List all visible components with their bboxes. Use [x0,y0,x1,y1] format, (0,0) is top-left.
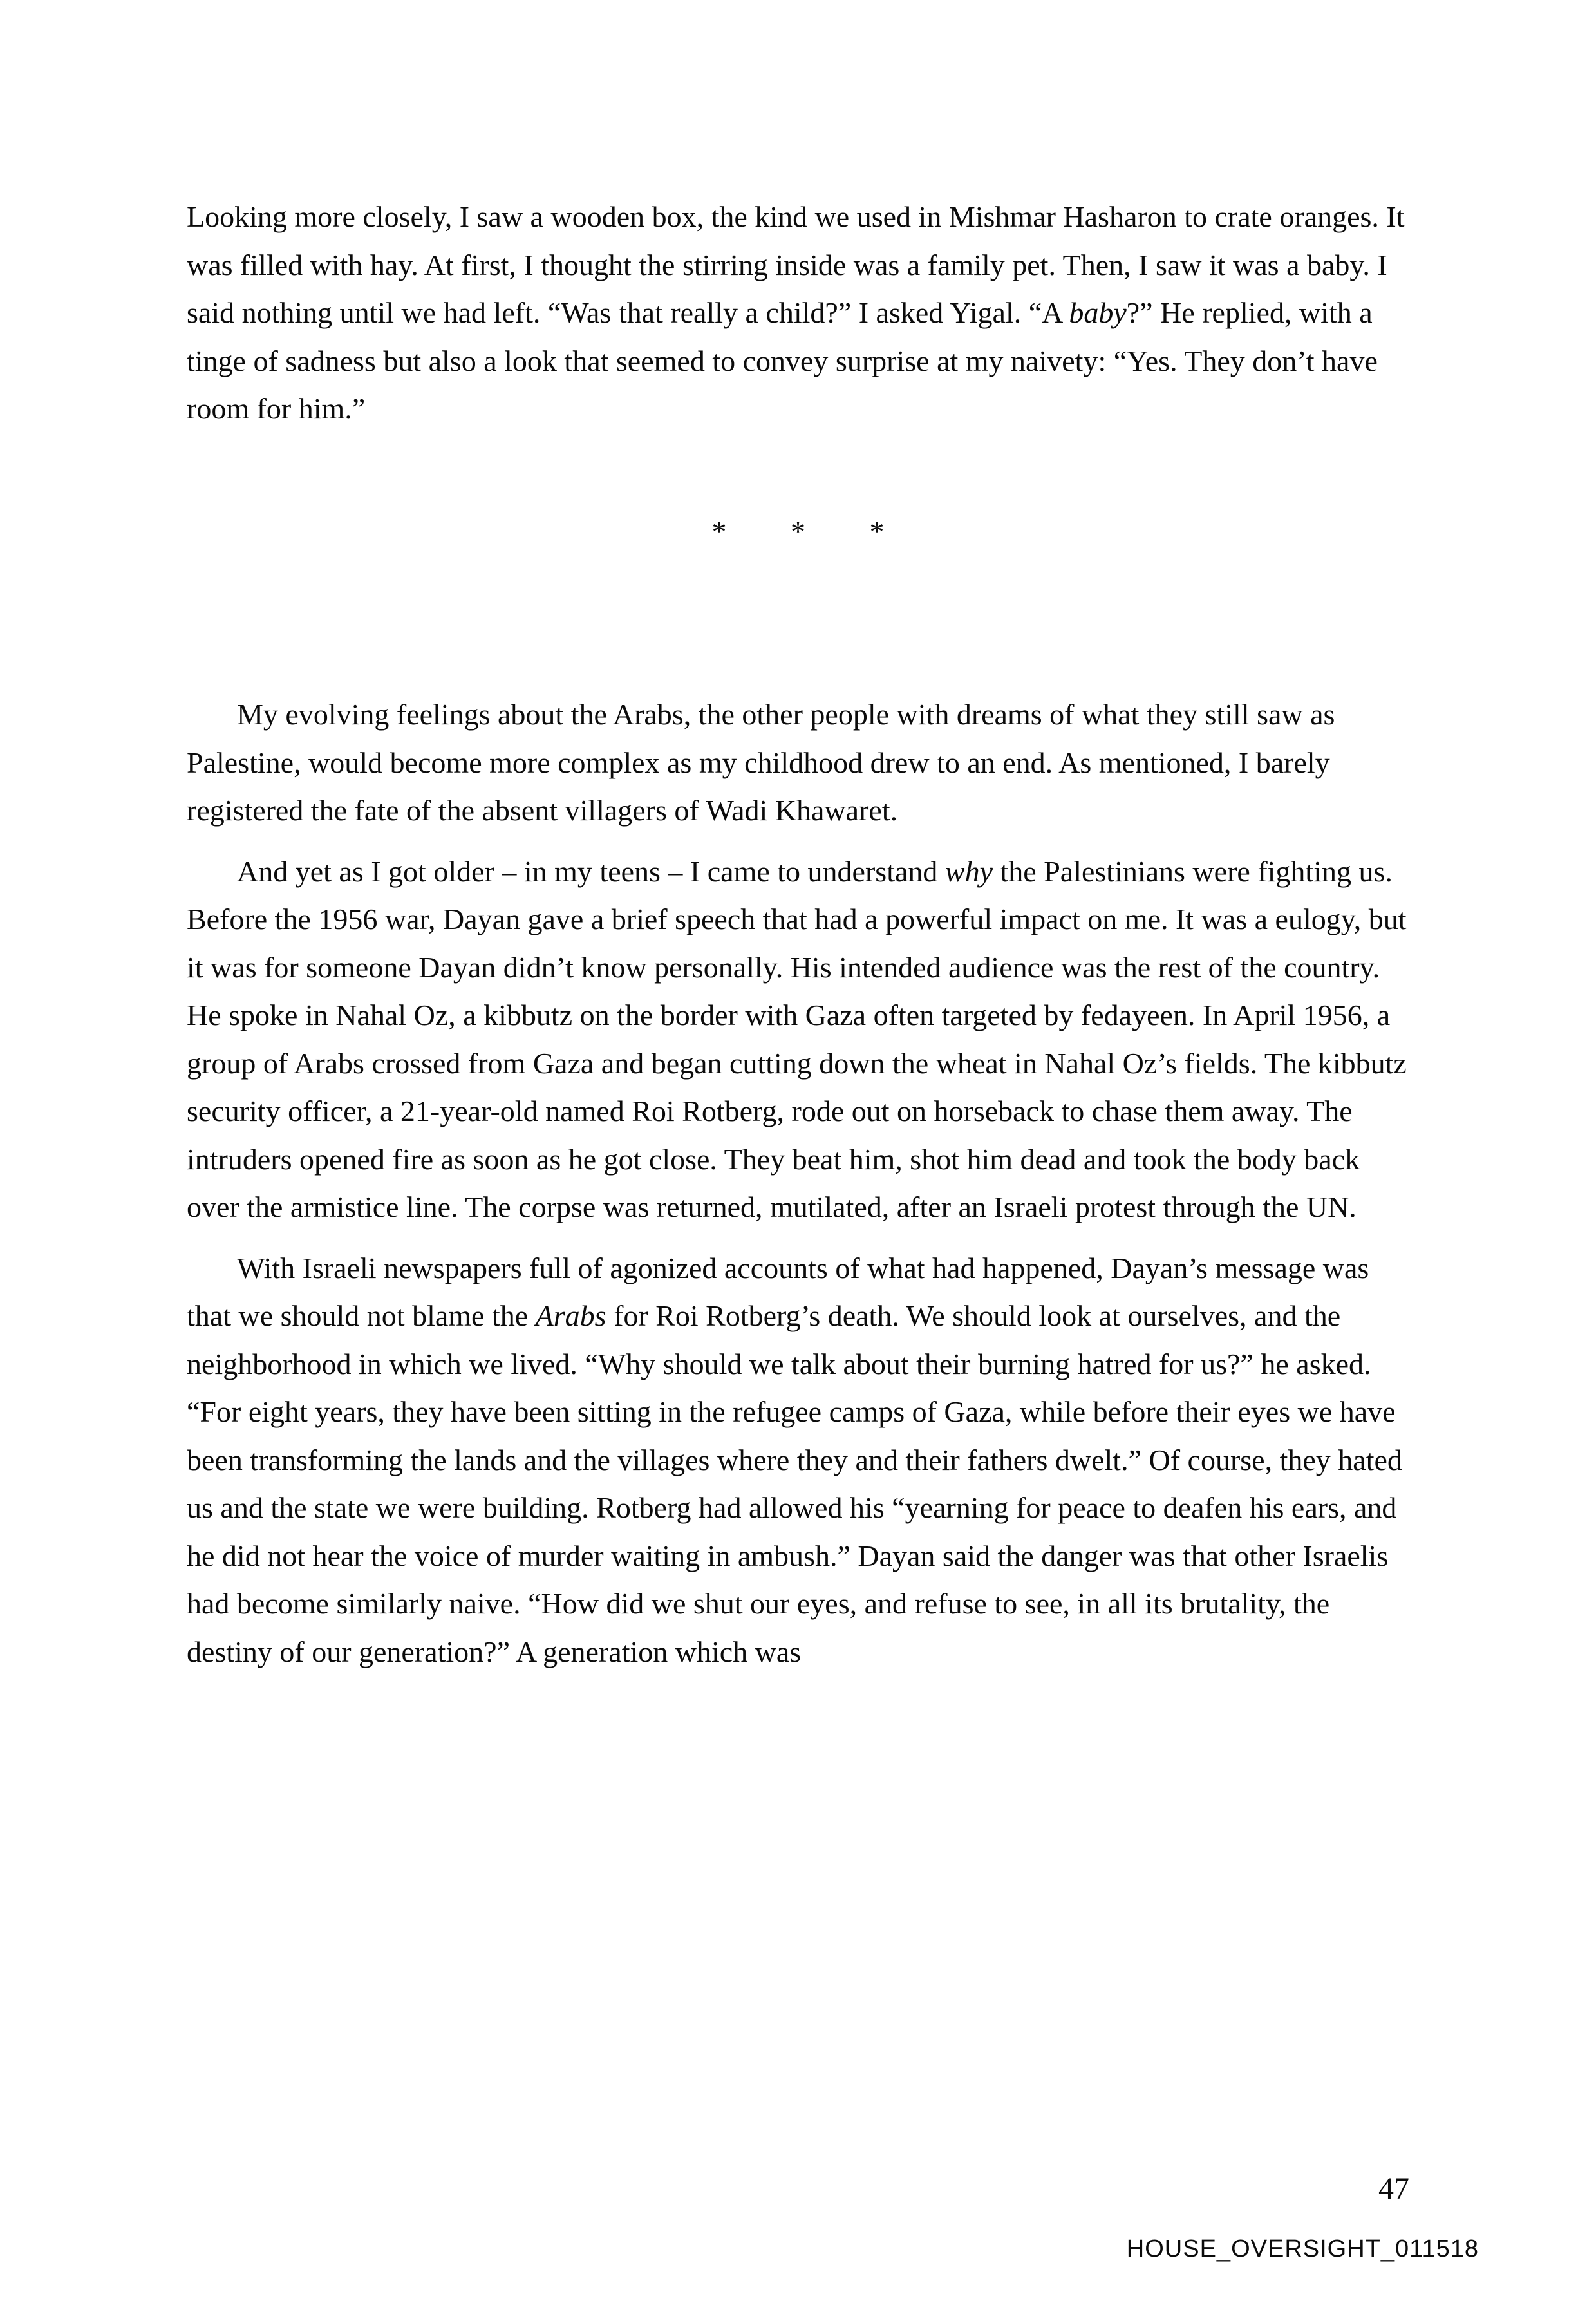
section-break-ornament: * * * [711,514,913,548]
paragraph-1: Looking more closely, I saw a wooden box, the kind we used in Mishmar Hasharon to crate oranges. It was filled with hay. At first, I thought the stirring inside was a family pet. Then, I saw it was a baby. I said nothing until we had left. “Was that really a child?” I asked Yigal. “A baby?” He replied, with a tinge of sadness but also a look that seemed to convey surprise at my naivety: “Yes. They don’t have room for him.” [187,200,1405,426]
spacer [187,835,1409,848]
paragraph-2: My evolving feelings about the Arabs, the other people with dreams of what they still saw as Palestine, would become more complex as my childhood drew to an end. As mentioned, I barely registered the fate of the absent villagers of Wadi Khawaret. [187,698,1335,827]
emphasis-text: why [944,854,993,888]
paragraph-3: And yet as I got older – in my teens – I came to understand why the Palestinians were fighting us. Before the 1956 war, Dayan gave a brief speech that had a powerful impact on me. It was a eulogy, but it was for someone Dayan didn’t know personally. His intended audience was the rest of the country. He spoke in Nahal Oz, a kibbutz on the border with Gaza often targeted by fedayeen. In April 1956, a group of Arabs crossed from Gaza and began cutting down the wheat in Nahal Oz’s fields. The kibbutz security officer, a 21-year-old named Roi Rotberg, rode out on horseback to chase them away. The intruders opened fire as soon as he got close. They beat him, shot him dead and took the body back over the armistice line. The corpse was returned, mutilated, after an Israeli protest through the UN. [187,854,1407,1224]
bates-stamp: HOUSE_OVERSIGHT_011518 [1126,2235,1479,2262]
paragraph-4: With Israeli newspapers full of agonized accounts of what had happened, Dayan’s message was that we should not blame the Arabs for Roi Rotberg’s death. We should look at ourselves, and the neighborhood in which we lived. “Why should we talk about their burning hatred for us?” he asked. “For eight years, they have been sitting in the refugee camps of Gaza, while before their eyes we have been transforming the lands and the villages where they and their fathers dwelt.” Of course, they hated us and the state we were building. Rotberg had allowed his “yearning for peace to deafen his ears, and he did not hear the voice of murder waiting in ambush.” Dayan said the danger was that other Israelis had become similarly naive. “How did we shut our eyes, and refuse to see, in all its brutality, the destiny of our generation?” A generation which was [187,1251,1402,1668]
page-number: 47 [1378,2172,1409,2206]
page-body [187,193,1409,1676]
spacer [187,1232,1409,1245]
emphasis-text: Arabs [535,1299,606,1333]
emphasis-text: baby [1069,296,1127,330]
spacer [187,633,1409,691]
